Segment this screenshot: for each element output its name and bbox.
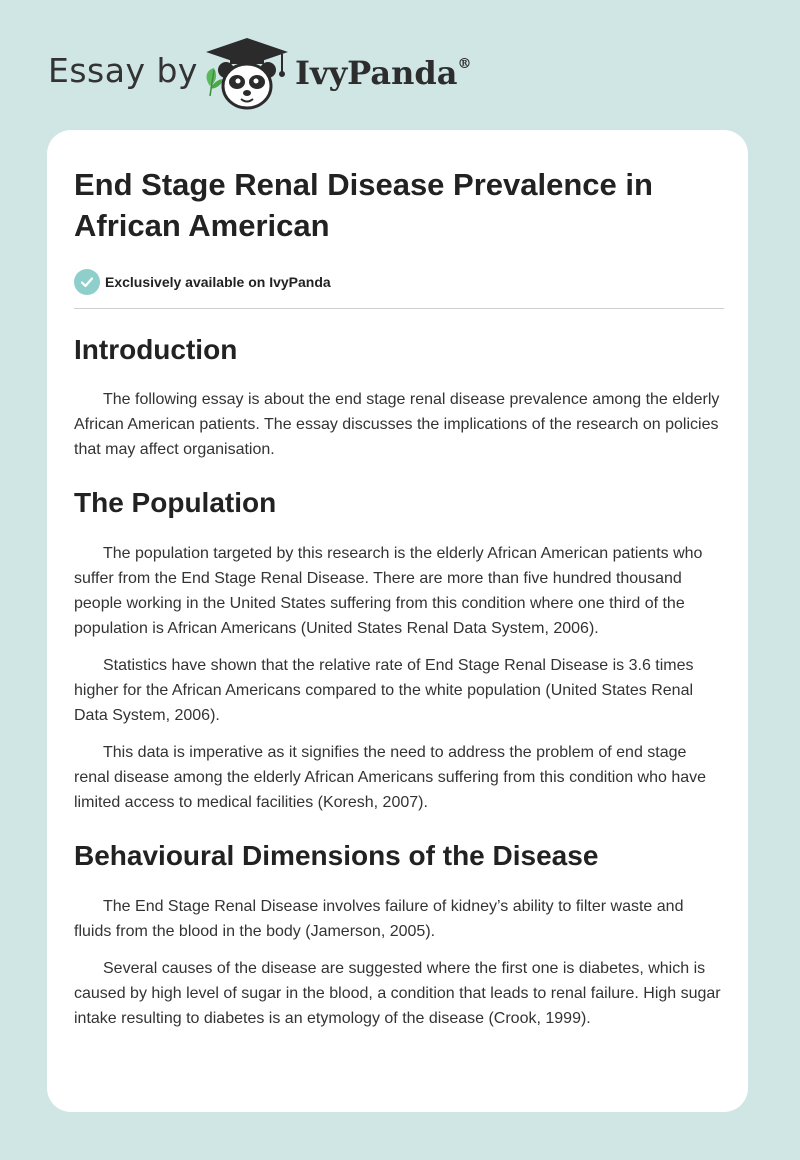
exclusive-badge [74,268,724,296]
registered-mark: ® [457,56,472,73]
paragraph: This data is imperative as it signifies the need to address the problem of end stage renal disease among the elderly African Americans suffering from this condition who have limited access to medical facilities (Koresh, 2007). [74,744,707,811]
essay-by-label: Essay by [48,51,198,90]
paragraph: The End Stage Renal Disease involves failure of kidney’s ability to filter waste and fluids from the blood in the body (Jamerson, 2005). [74,898,684,940]
section-heading-introduction: Introduction [74,334,238,365]
exclusive-label: Exclusively available on IvyPanda [105,274,331,290]
brand-text: IvyPanda [295,54,458,92]
paragraph: Several causes of the disease are suggested where the first one is diabetes, which is caused by high level of sugar in the blood, a condition that leads to renal failure. High sugar intake resulting to diabetes is an etymology of the disease (Crook, 1999). [74,960,721,1027]
essay-content [74,164,724,1031]
section-heading-behavioural: Behavioural Dimensions of the Disease [74,840,599,871]
section-heading-population: The Population [74,487,277,518]
brand-name[interactable] [295,54,471,92]
paragraph: The following essay is about the end stage renal disease prevalence among the elderly African American patients. The essay discusses the implications of the research on policies that may affect organisation. [74,391,720,458]
paragraph: The population targeted by this research is the elderly African American patients who suffer from the End Stage Renal Disease. There are more than five hundred thousand people working in the United States suffering from this condition where one third of the population is African Americans (United States Renal Data System, 2006). [74,545,703,637]
essay-card [47,130,748,1112]
divider [74,308,724,309]
site-header [48,36,548,116]
essay-title: End Stage Renal Disease Prevalence in African American [74,167,653,243]
check-circle-icon [74,269,100,295]
panda-graduate-logo-icon[interactable] [202,36,292,112]
paragraph: Statistics have shown that the relative rate of End Stage Renal Disease is 3.6 times higher for the African Americans compared to the white population (United States Renal Data System, 2006). [74,657,694,724]
